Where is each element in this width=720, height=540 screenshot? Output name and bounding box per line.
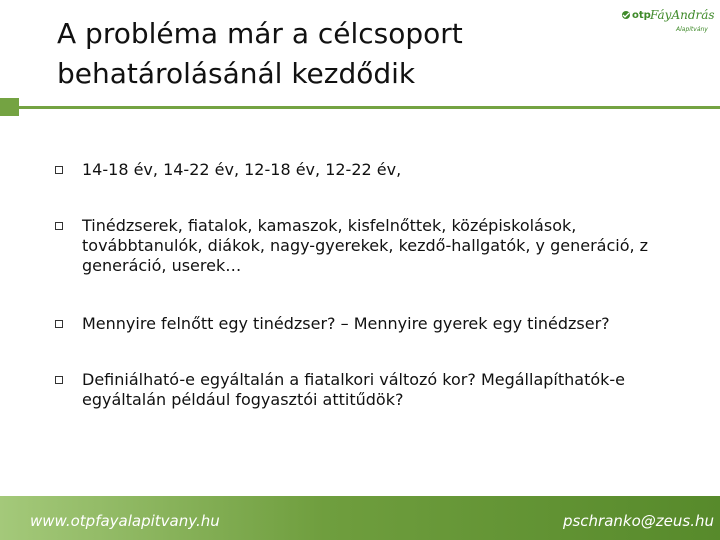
otp-fay-andras-logo: [620, 4, 715, 34]
accent-block: [0, 98, 19, 116]
bullet-text: Definiálható-e egyáltalán a fiatalkori változó kor? Megállapíthatók-e egyáltalán például fogyasztói attitűdök?: [82, 370, 626, 409]
square-bullet-icon: [55, 320, 63, 328]
footer-website[interactable]: www.otpfayalapitvany.hu: [30, 512, 220, 530]
square-bullet-icon: [55, 166, 63, 174]
bullet-text: Tinédzserek, fiatalok, kamaszok, kisfelnőttek, középiskolások, továbbtanulók, diákok, nagy-gyerekek, kezdő-hallgatók, y generáció, z generáció, userek…: [82, 216, 649, 275]
slide-title-line-1: A probléma már a célcsoport: [57, 17, 463, 50]
logo-sub: Alapítvány: [676, 26, 708, 33]
square-bullet-icon: [55, 376, 63, 384]
logo-brand: otp: [632, 10, 651, 21]
accent-rule: [19, 106, 720, 109]
slide-title: [57, 14, 577, 94]
bullet-text: 14-18 év, 14-22 év, 12-18 év, 12-22 év,: [82, 160, 402, 179]
square-bullet-icon: [55, 222, 63, 230]
logo-name: FáyAndrás: [650, 8, 715, 22]
bullet-text: Mennyire felnőtt egy tinédzser? – Mennyire gyerek egy tinédzser?: [82, 314, 610, 333]
footer-email[interactable]: pschranko@zeus.hu: [562, 512, 714, 530]
slide-title-line-2: behatárolásánál kezdődik: [57, 57, 416, 90]
footer-bar: [0, 496, 720, 540]
